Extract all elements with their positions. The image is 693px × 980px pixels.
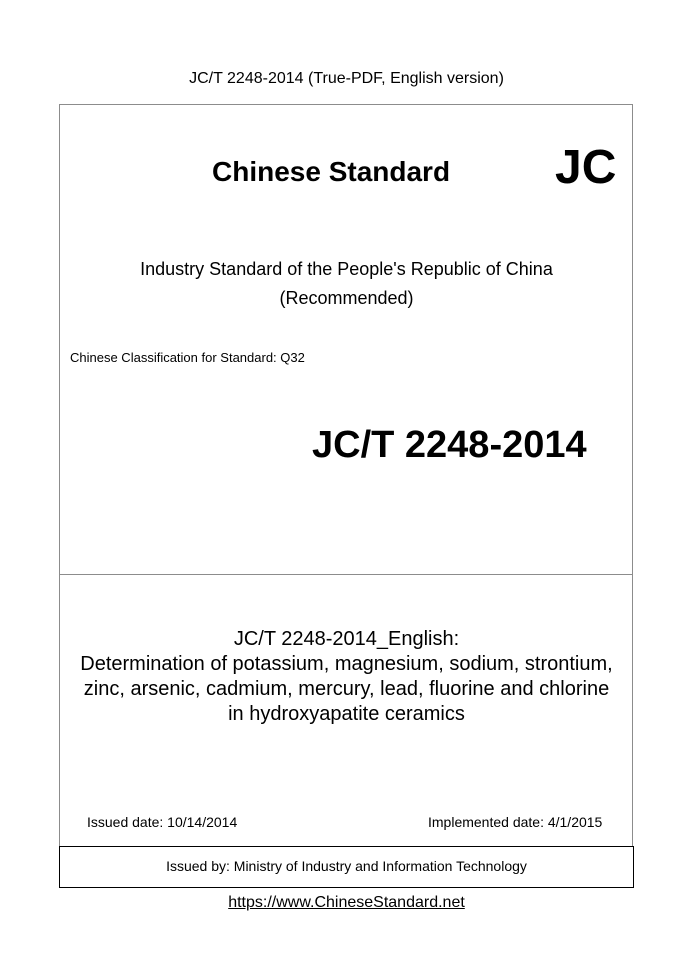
document-title-line: JC/T 2248-2014_English: (233, 628, 460, 650)
document-title-line: in hydroxyapatite ceramics (228, 703, 465, 725)
implemented-date: Implemented date: 4/1/2015 (428, 814, 603, 830)
standard-code-mark: JC (555, 141, 617, 194)
industry-standard-line: Industry Standard of the People's Republic of China (140, 259, 553, 279)
website-link[interactable]: https://www.ChineseStandard.net (228, 894, 465, 911)
document-title-line: zinc, arsenic, cadmium, mercury, lead, fluorine and chlorine (83, 678, 610, 700)
standard-number: JC/T 2248-2014 (312, 424, 587, 466)
document-title-line: Determination of potassium, magnesium, sodium, strontium, (80, 653, 613, 675)
issued-date: Issued date: 10/14/2014 (87, 814, 238, 830)
page-header: JC/T 2248-2014 (True-PDF, English version) (189, 70, 504, 87)
recommended-line: (Recommended) (279, 288, 414, 308)
standard-title: Chinese Standard (212, 156, 451, 187)
classification-label: Chinese Classification for Standard: Q32 (70, 350, 305, 365)
footer (0, 894, 693, 912)
document-title (0, 627, 693, 727)
issued-by: Issued by: Ministry of Industry and Information Technology (59, 846, 634, 888)
